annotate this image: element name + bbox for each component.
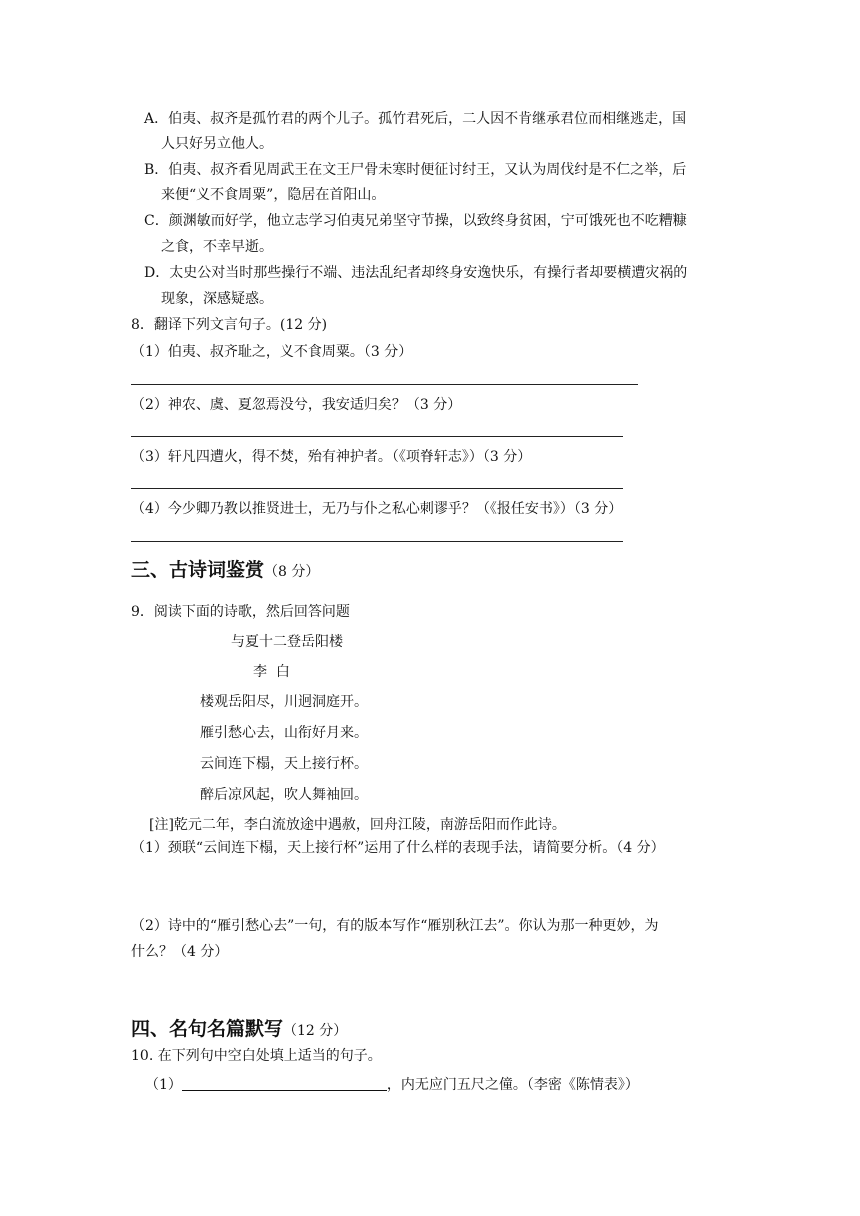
poem-author: 李 白 <box>253 664 290 680</box>
q9-sub-2-line1: （2）诗中的“雁引愁心去”一句，有的版本写作“雁别秋江去”。你认为那一种更妙，为 <box>131 918 659 934</box>
section-4-score: （12 分） <box>283 1023 348 1039</box>
q7-option-d-line1: D．太史公对当时那些操行不端、违法乱纪者却终身安逸快乐，有操行者却要横遭灾祸的 <box>144 265 688 281</box>
poem-line-4: 醉后凉风起，吹人舞袖回。 <box>200 787 368 803</box>
q8-stem: 8．翻译下列文言句子。(12 分) <box>131 317 328 333</box>
q10-item-1-prefix: （1） <box>145 1077 182 1093</box>
q8-item-4: （4）今少卿乃教以推贤进士，无乃与仆之私心刺谬乎？（《报任安书》）（3 分） <box>131 501 623 517</box>
section-4-title: 四、名句名篇默写 <box>131 1018 284 1040</box>
q10-item-1-suffix: ，内无应门五尺之僮。（李密《陈情表》） <box>386 1077 639 1093</box>
q10-stem: 10. 在下列句中空白处填上适当的句子。 <box>131 1048 382 1064</box>
q7-option-c-line2: 之食，不幸早逝。 <box>161 239 273 255</box>
section-3-title: 三、古诗词鉴赏 <box>131 559 265 581</box>
poem-line-2: 雁引愁心去，山衔好月来。 <box>200 725 368 741</box>
answer-line-2 <box>131 436 623 437</box>
q7-option-a-line2: 人只好另立他人。 <box>161 136 273 152</box>
fill-blank-1[interactable] <box>182 1074 387 1091</box>
q7-option-b-line2: 来便“义不食周粟”，隐居在首阳山。 <box>161 187 386 203</box>
q7-option-d-line2: 现象，深感疑惑。 <box>161 291 273 307</box>
q7-option-c-line1: C．颜渊敏而好学，他立志学习伯夷兄弟坚守节操，以致终身贫困，宁可饿死也不吃糟糠 <box>144 213 687 229</box>
section-4-heading <box>131 1015 347 1045</box>
poem-title: 与夏十二登岳阳楼 <box>231 634 343 650</box>
poem-line-1: 楼观岳阳尽，川迥洞庭开。 <box>200 694 368 710</box>
q7-option-b-line1: B．伯夷、叔齐看见周武王在文王尸骨未寒时便征讨纣王，又认为周伐纣是不仁之举，后 <box>144 162 687 178</box>
q10-item-1 <box>145 1074 639 1095</box>
answer-line-1 <box>131 384 638 385</box>
q9-sub-2-line2: 什么？（4 分） <box>131 944 229 960</box>
q9-sub-1: （1）颈联“云间连下榻，天上接行杯”运用了什么样的表现手法，请简要分析。（4 分） <box>131 840 665 856</box>
q8-item-2: （2）神农、虞、夏忽焉没兮，我安适归矣？（3 分） <box>131 397 462 413</box>
q9-stem: 9．阅读下面的诗歌，然后回答问题 <box>131 604 350 620</box>
q7-option-a-line1: A．伯夷、叔齐是孤竹君的两个儿子。孤竹君死后，二人因不肯继承君位而相继逃走，国 <box>144 111 687 127</box>
poem-note: [注]乾元二年，李白流放途中遇赦，回舟江陵，南游岳阳而作此诗。 <box>149 817 566 833</box>
poem-line-3: 云间连下榻，天上接行杯。 <box>200 756 368 772</box>
q8-item-1: （1）伯夷、叔齐耻之，义不食周粟。（3 分） <box>131 344 413 360</box>
section-3-heading <box>131 556 319 586</box>
section-3-score: （8 分） <box>264 564 320 580</box>
q8-item-3: （3）轩凡四遭火，得不焚，殆有神护者。（《项脊轩志》）（3 分） <box>131 449 532 465</box>
answer-line-3 <box>131 488 623 489</box>
answer-line-4 <box>131 541 623 542</box>
